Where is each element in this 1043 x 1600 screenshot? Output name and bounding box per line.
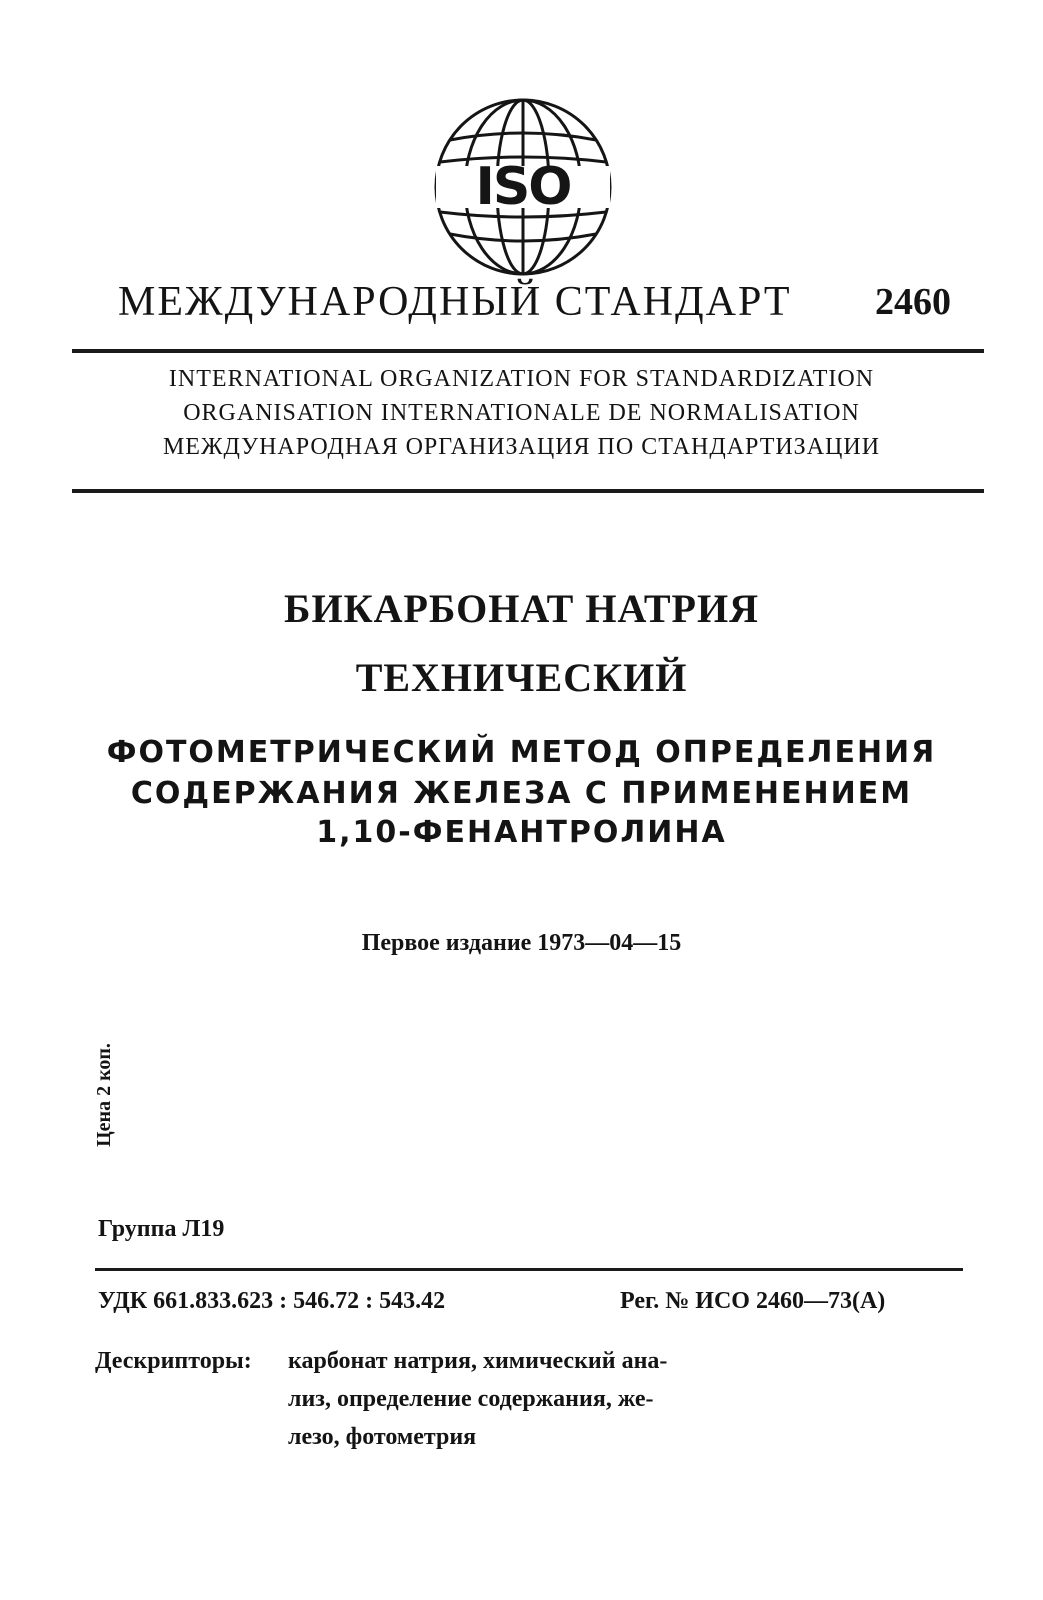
descriptors-line-1: карбонат натрия, химический ана- bbox=[288, 1348, 668, 1374]
organization-name-ru: МЕЖДУНАРОДНАЯ ОРГАНИЗАЦИЯ ПО СТАНДАРТИЗАЦИИ bbox=[162, 434, 881, 460]
document-subtitle-line-3: 1,10-ФЕНАНТРОЛИНА bbox=[316, 815, 727, 850]
udk-code: УДК 661.833.623 : 546.72 : 543.42 bbox=[98, 1288, 446, 1314]
registration-number: Рег. № ИСО 2460—73(А) bbox=[620, 1288, 886, 1314]
document-title-line-1: БИКАРБОНАТ НАТРИЯ bbox=[284, 586, 759, 631]
organization-name-fr: ORGANISATION INTERNATIONALE DE NORMALISATION bbox=[183, 400, 860, 426]
descriptors-line-2: лиз, определение содержания, же- bbox=[288, 1386, 654, 1412]
descriptors-line-3: лезо, фотометрия bbox=[288, 1424, 477, 1450]
iso-logo-text: ISO bbox=[475, 157, 571, 217]
divider bbox=[95, 1268, 963, 1271]
organization-name-en: INTERNATIONAL ORGANIZATION FOR STANDARDIZATION bbox=[168, 366, 875, 392]
divider bbox=[72, 489, 984, 493]
divider bbox=[72, 349, 984, 353]
group-label: Группа Л19 bbox=[98, 1216, 225, 1242]
document-title-line-2: ТЕХНИЧЕСКИЙ bbox=[355, 655, 688, 700]
price-label: Цена 2 коп. bbox=[93, 1043, 115, 1147]
edition-date: Первое издание 1973—04—15 bbox=[361, 930, 682, 956]
document-subtitle-line-2: СОДЕРЖАНИЯ ЖЕЛЕЗА С ПРИМЕНЕНИЕМ bbox=[130, 776, 913, 811]
document-subtitle-line-1: ФОТОМЕТРИЧЕСКИЙ МЕТОД ОПРЕДЕЛЕНИЯ bbox=[106, 735, 937, 770]
iso-logo bbox=[432, 96, 614, 278]
descriptors-label: Дескрипторы: bbox=[95, 1348, 252, 1374]
standard-number: 2460 bbox=[875, 281, 951, 323]
document-type-heading: МЕЖДУНАРОДНЫЙ СТАНДАРТ bbox=[118, 279, 792, 325]
